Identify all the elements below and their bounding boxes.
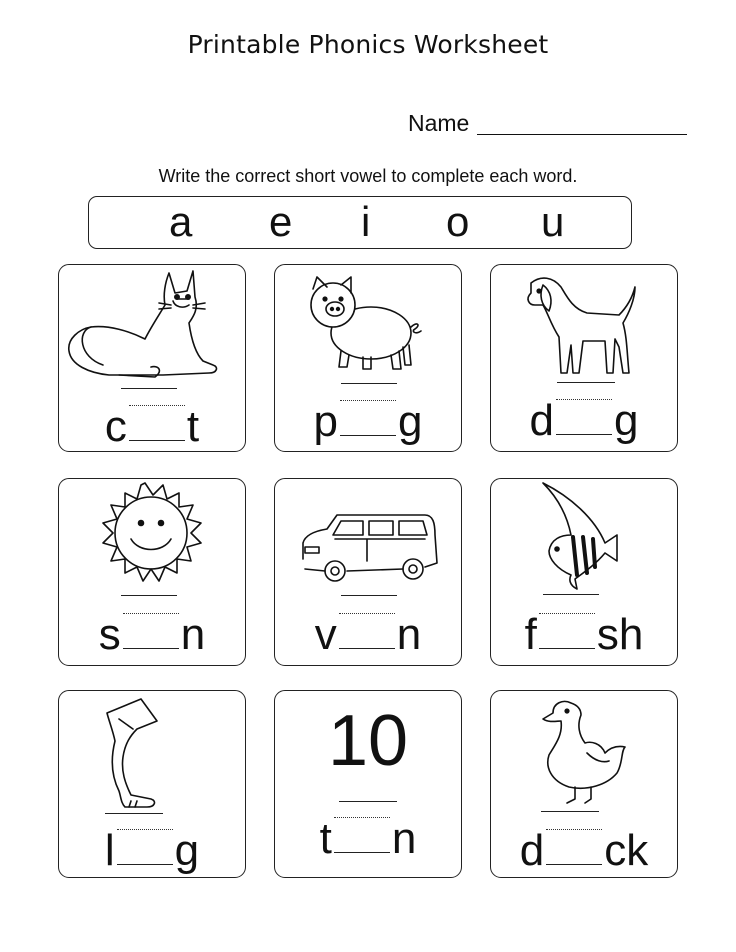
pig-icon xyxy=(275,265,463,395)
word-start: d xyxy=(519,826,545,875)
vowel-blank[interactable] xyxy=(556,401,612,435)
word-end: g xyxy=(614,396,639,445)
word-end: n xyxy=(180,610,206,659)
vowel-blank[interactable] xyxy=(340,402,396,436)
word-van xyxy=(275,610,461,659)
card-ten xyxy=(274,690,462,878)
leg-icon xyxy=(59,691,247,821)
picture-underline xyxy=(541,811,599,812)
dog-icon xyxy=(491,265,679,395)
word-end: sh xyxy=(596,610,644,659)
word-start: p xyxy=(313,397,338,446)
name-line[interactable] xyxy=(477,134,687,135)
picture-underline xyxy=(121,595,177,596)
picture-underline xyxy=(557,382,615,383)
word-start: c xyxy=(104,402,127,451)
card-leg xyxy=(58,690,246,878)
picture-underline xyxy=(105,813,163,814)
vowel-u: u xyxy=(541,198,565,245)
word-ten xyxy=(275,814,461,863)
vowel-bank xyxy=(88,196,632,249)
worksheet-title: Printable Phonics Worksheet xyxy=(187,30,549,59)
word-end: g xyxy=(398,397,423,446)
word-cat xyxy=(59,402,245,451)
word-start: s xyxy=(98,610,121,659)
card-van xyxy=(274,478,462,666)
picture-underline xyxy=(543,594,599,595)
word-pig xyxy=(275,397,461,446)
word-end: n xyxy=(391,814,417,863)
word-dog xyxy=(491,396,677,445)
word-fish xyxy=(491,610,677,659)
word-start: v xyxy=(314,610,337,659)
sun-icon xyxy=(59,479,247,609)
card-pig xyxy=(274,264,462,452)
word-end: t xyxy=(186,402,200,451)
word-leg xyxy=(59,826,245,875)
vowel-blank[interactable] xyxy=(334,819,390,853)
instruction-text: Write the correct short vowel to complete each word. xyxy=(158,166,578,186)
vowel-blank[interactable] xyxy=(546,831,602,865)
word-end: g xyxy=(174,826,200,875)
picture-underline xyxy=(341,595,397,596)
card-cat xyxy=(58,264,246,452)
vowel-e: e xyxy=(269,198,293,245)
duck-icon xyxy=(491,691,679,821)
word-sun xyxy=(59,610,245,659)
vowel-blank[interactable] xyxy=(339,615,395,649)
vowel-blank[interactable] xyxy=(123,615,179,649)
word-end: ck xyxy=(604,826,649,875)
word-start: l xyxy=(104,826,115,875)
card-sun xyxy=(58,478,246,666)
name-label: Name xyxy=(408,110,470,136)
word-start: d xyxy=(529,396,554,445)
picture-underline xyxy=(341,383,397,384)
vowel-a: a xyxy=(169,198,193,245)
picture-underline xyxy=(121,388,177,389)
word-start: t xyxy=(319,814,332,863)
vowel-blank[interactable] xyxy=(129,407,185,441)
card-dog xyxy=(490,264,678,452)
cat-icon xyxy=(59,265,247,395)
number-ten-numeral: 10 xyxy=(327,701,409,781)
vowel-i: i xyxy=(361,198,371,245)
van-icon xyxy=(275,479,463,609)
card-duck xyxy=(490,690,678,878)
word-start: f xyxy=(524,610,537,659)
vowel-o: o xyxy=(446,198,470,245)
picture-underline xyxy=(339,801,397,802)
fish-icon xyxy=(491,479,679,609)
word-end: n xyxy=(396,610,422,659)
vowel-blank[interactable] xyxy=(117,831,173,865)
word-duck xyxy=(491,826,677,875)
card-fish xyxy=(490,478,678,666)
vowel-blank[interactable] xyxy=(539,615,595,649)
